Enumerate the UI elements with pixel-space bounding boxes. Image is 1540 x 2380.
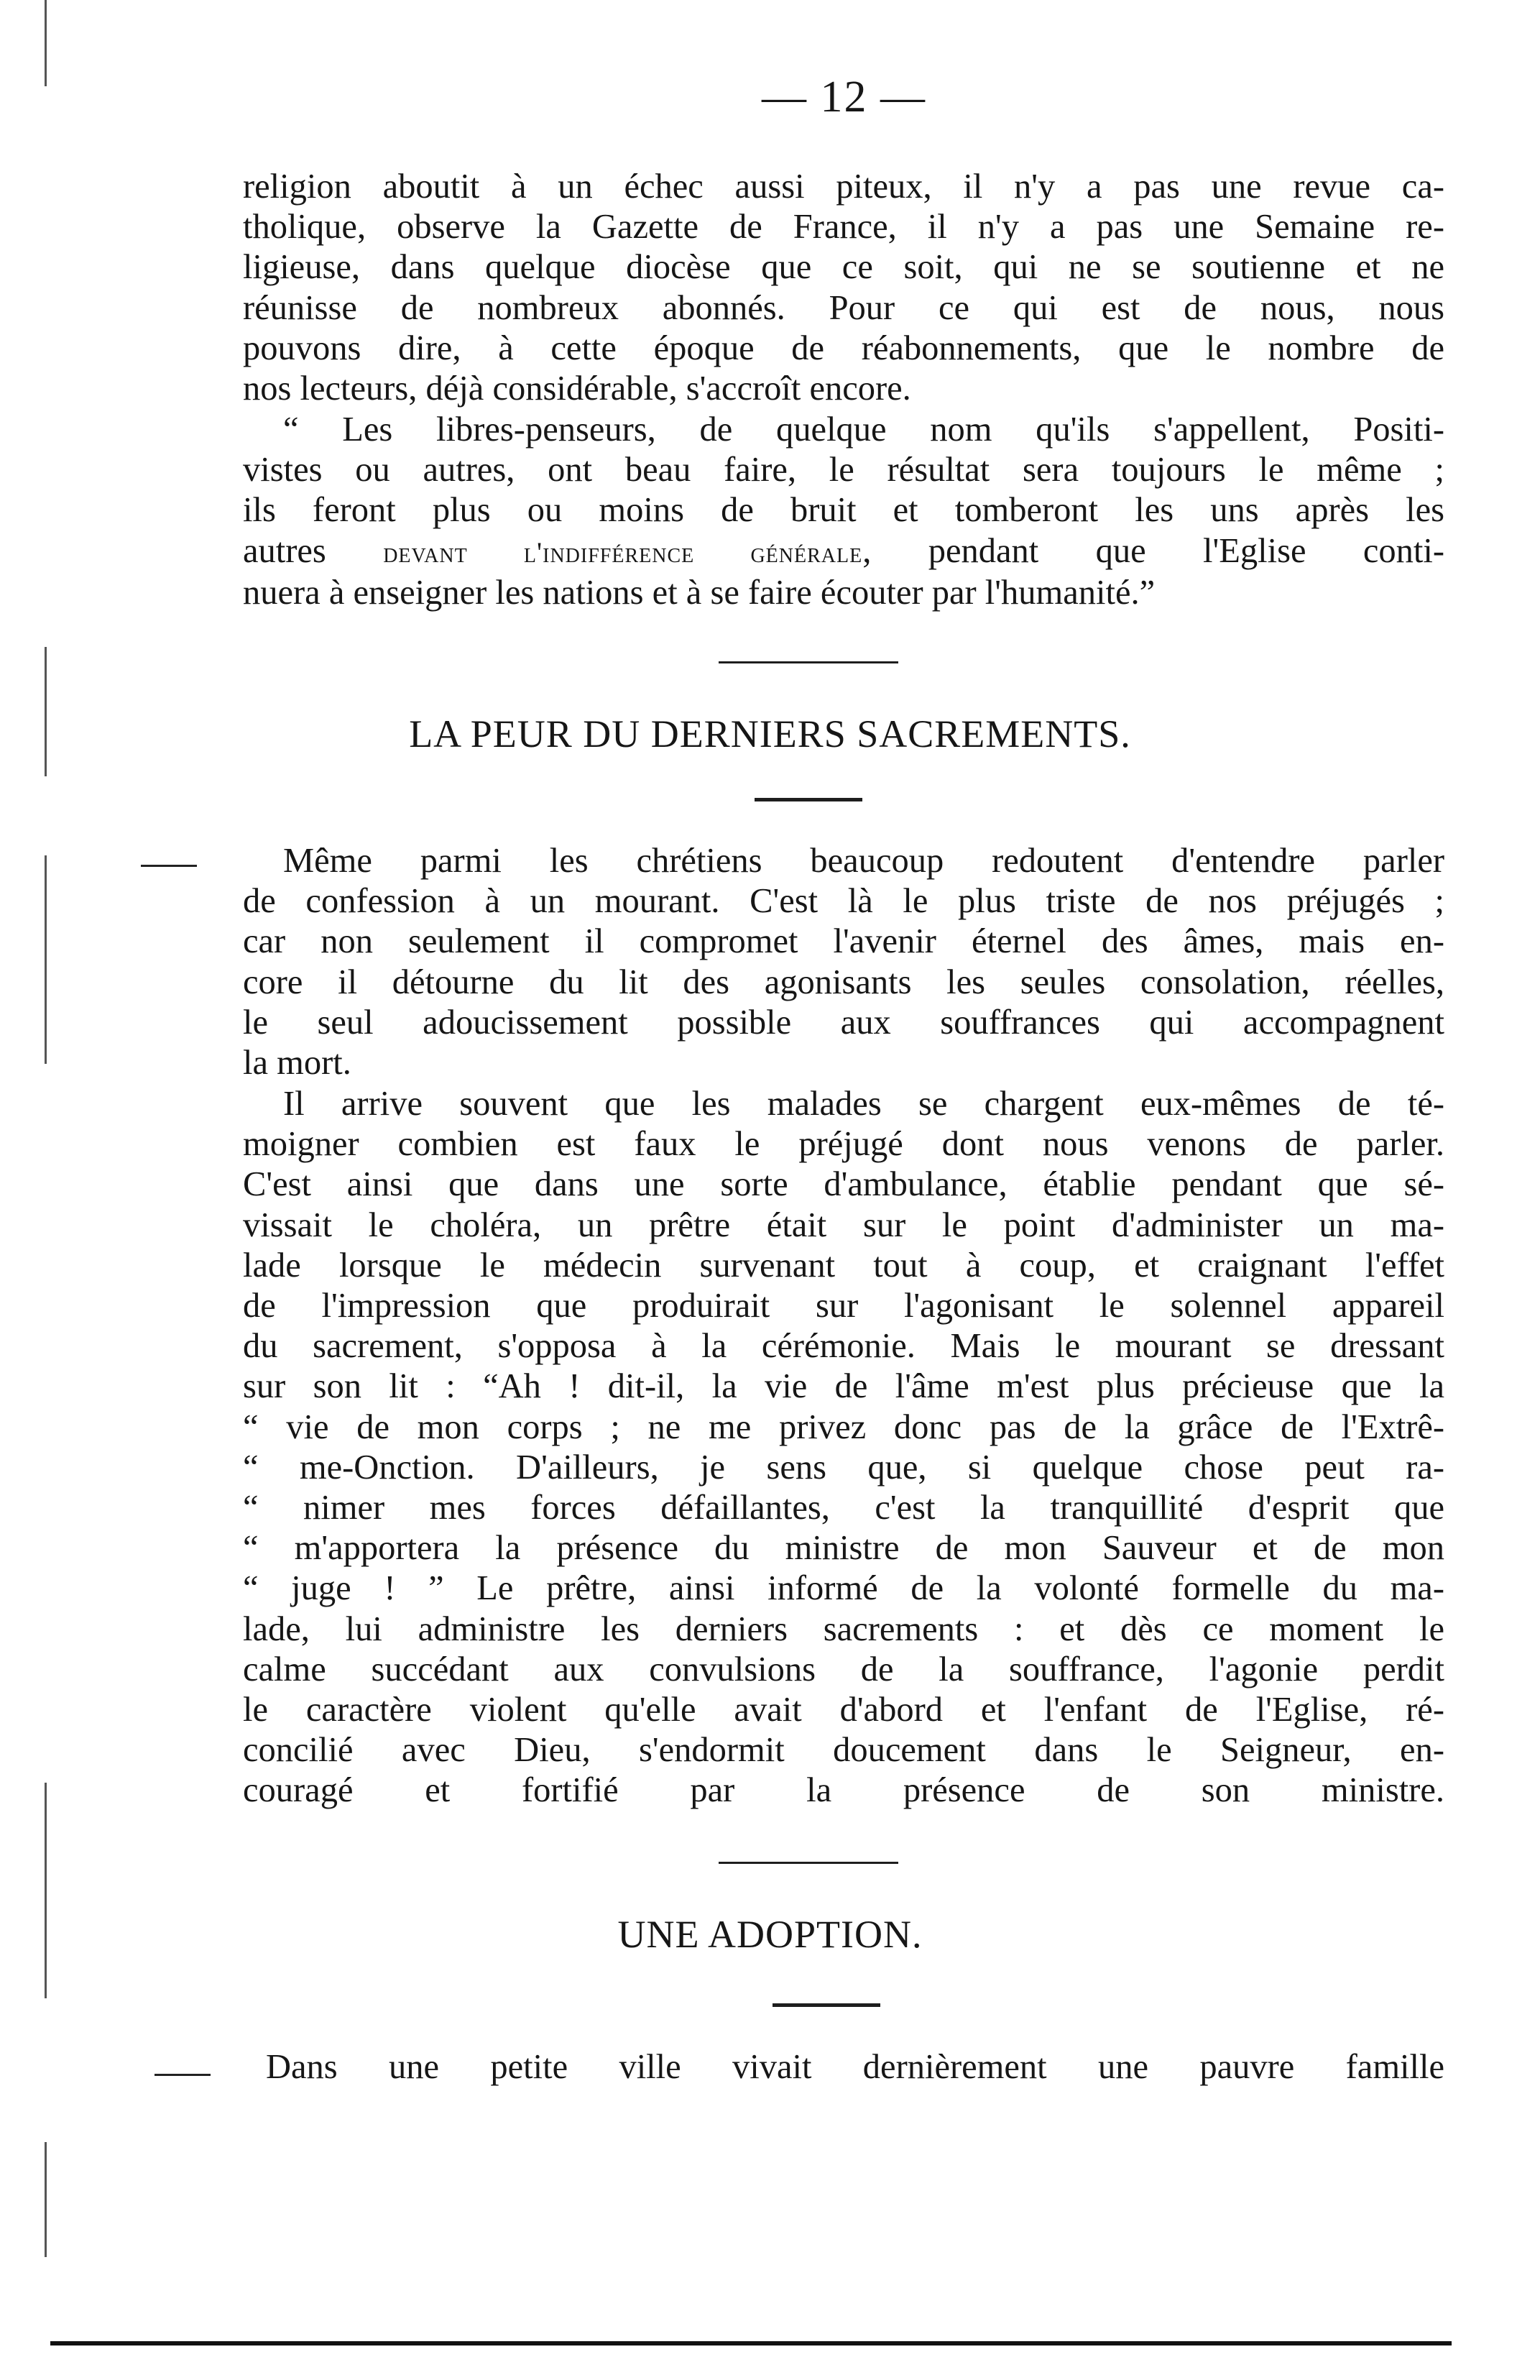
text-line: lade, lui administre les derniers sacrements : et dès ce moment le bbox=[243, 1609, 1444, 1648]
text-line: “ me-Onction. D'ailleurs, je sens que, si quelque chose peut ra- bbox=[243, 1448, 1444, 1487]
text-line: nos lecteurs, déjà considérable, s'accroît encore. bbox=[243, 369, 911, 408]
text-line: core il détourne du lit des agonisants les seules consolation, réelles, bbox=[243, 962, 1444, 1001]
text-line: ligieuse, dans quelque diocèse que ce soit, qui ne se soutienne et ne bbox=[243, 248, 1444, 287]
text-line: Il arrive souvent que les malades se chargent eux-mêmes de té- bbox=[283, 1085, 1444, 1123]
heading-underline bbox=[755, 798, 862, 801]
text-line: réunisse de nombreux abonnés. Pour ce qui est de nous, nous bbox=[243, 288, 1444, 327]
opening-paragraph bbox=[243, 167, 1444, 409]
section-paragraph bbox=[243, 841, 1444, 1083]
text-line: le caractère violent qu'elle avait d'abord et l'enfant de l'Eglise, ré- bbox=[243, 1691, 1444, 1729]
section-divider bbox=[719, 661, 898, 663]
text-line: concilié avec Dieu, s'endormit doucement dans le Seigneur, en- bbox=[243, 1731, 1444, 1770]
emphasis-text: devant l'indifférence générale bbox=[383, 536, 863, 569]
text-line: Dans une petite ville vivait dernièrement une pauvre famille bbox=[266, 2048, 1444, 2086]
margin-dash bbox=[141, 865, 197, 867]
scan-margin-mark bbox=[45, 0, 47, 86]
text-line: “ juge ! ” Le prêtre, ainsi informé de la volonté formelle du ma- bbox=[243, 1569, 1444, 1608]
text-line: “ vie de mon corps ; ne me privez donc pas de la grâce de l'Extrê- bbox=[243, 1407, 1444, 1446]
quote-paragraph bbox=[243, 410, 1444, 613]
text-line: “ Les libres-penseurs, de quelque nom qu'ils s'appellent, Positi- bbox=[283, 410, 1444, 449]
text-line: vissait le choléra, un prêtre était sur le point d'administer un ma- bbox=[243, 1205, 1444, 1244]
text-line: couragé et fortifié par la présence de son ministre. bbox=[243, 1771, 1444, 1810]
section-divider bbox=[719, 1862, 898, 1864]
text-line: pouvons dire, à cette époque de réabonnements, que le nombre de bbox=[243, 328, 1444, 367]
heading-underline bbox=[773, 2003, 880, 2007]
text-line: ils feront plus ou moins de bruit et tomberont les uns après les bbox=[243, 491, 1444, 530]
scan-margin-mark bbox=[45, 855, 47, 1064]
text-line: “ nimer mes forces défaillantes, c'est la tranquillité d'esprit que bbox=[243, 1489, 1444, 1527]
text-line: le seul adoucissement possible aux souffrances qui accompagnent bbox=[243, 1003, 1444, 1042]
text-line: religion aboutit à un échec aussi piteux, il n'y a pas une revue ca- bbox=[243, 167, 1444, 206]
text-line: Même parmi les chrétiens beaucoup redoutent d'entendre parler bbox=[283, 842, 1444, 880]
text-line: C'est ainsi que dans une sorte d'ambulance, établie pendant que sé- bbox=[243, 1165, 1444, 1204]
text-line: “ m'apportera la présence du ministre de mon Sauveur et de mon bbox=[243, 1529, 1444, 1568]
text-fragment: autres bbox=[243, 531, 384, 570]
margin-dash bbox=[155, 2074, 211, 2076]
text-line: de confession à un mourant. C'est là le plus triste de nos préjugés ; bbox=[243, 882, 1444, 921]
text-line: nuera à enseigner les nations et à se faire écouter par l'humanité.” bbox=[243, 573, 1156, 612]
section-paragraph bbox=[243, 1084, 1444, 1811]
page-bottom-rule bbox=[50, 2341, 1452, 2345]
scan-margin-mark bbox=[45, 1783, 47, 1998]
text-fragment: , pendant que l'Eglise conti- bbox=[862, 531, 1444, 570]
text-line: car non seulement il compromet l'avenir éternel des âmes, mais en- bbox=[243, 922, 1444, 961]
text-line: la mort. bbox=[243, 1044, 351, 1083]
section-heading: LA PEUR DU DERNIERS SACREMENTS. bbox=[409, 712, 1131, 755]
text-line: de l'impression que produirait sur l'agonisant le solennel appareil bbox=[243, 1287, 1444, 1325]
scan-margin-mark bbox=[45, 647, 47, 776]
scan-margin-mark bbox=[45, 2142, 47, 2257]
text-line: lade lorsque le médecin survenant tout à coup, et craignant l'effet bbox=[243, 1246, 1444, 1285]
text-line: calme succédant aux convulsions de la souffrance, l'agonie perdit bbox=[243, 1650, 1444, 1688]
text-line: tholique, observe la Gazette de France, il n'y a pas une Semaine re- bbox=[243, 208, 1444, 247]
text-line: vistes ou autres, ont beau faire, le résultat sera toujours le même ; bbox=[243, 451, 1444, 490]
text-line bbox=[243, 531, 1444, 573]
section-heading: UNE ADOPTION. bbox=[617, 1913, 923, 1956]
section-paragraph bbox=[266, 2047, 1444, 2087]
text-line: sur son lit : “Ah ! dit-il, la vie de l'âme m'est plus précieuse que la bbox=[243, 1367, 1444, 1406]
text-line: du sacrement, s'opposa à la cérémonie. Mais le mourant se dressant bbox=[243, 1327, 1444, 1366]
page-number: — 12 — bbox=[762, 73, 926, 121]
text-line: moigner combien est faux le préjugé dont nous venons de parler. bbox=[243, 1125, 1444, 1164]
